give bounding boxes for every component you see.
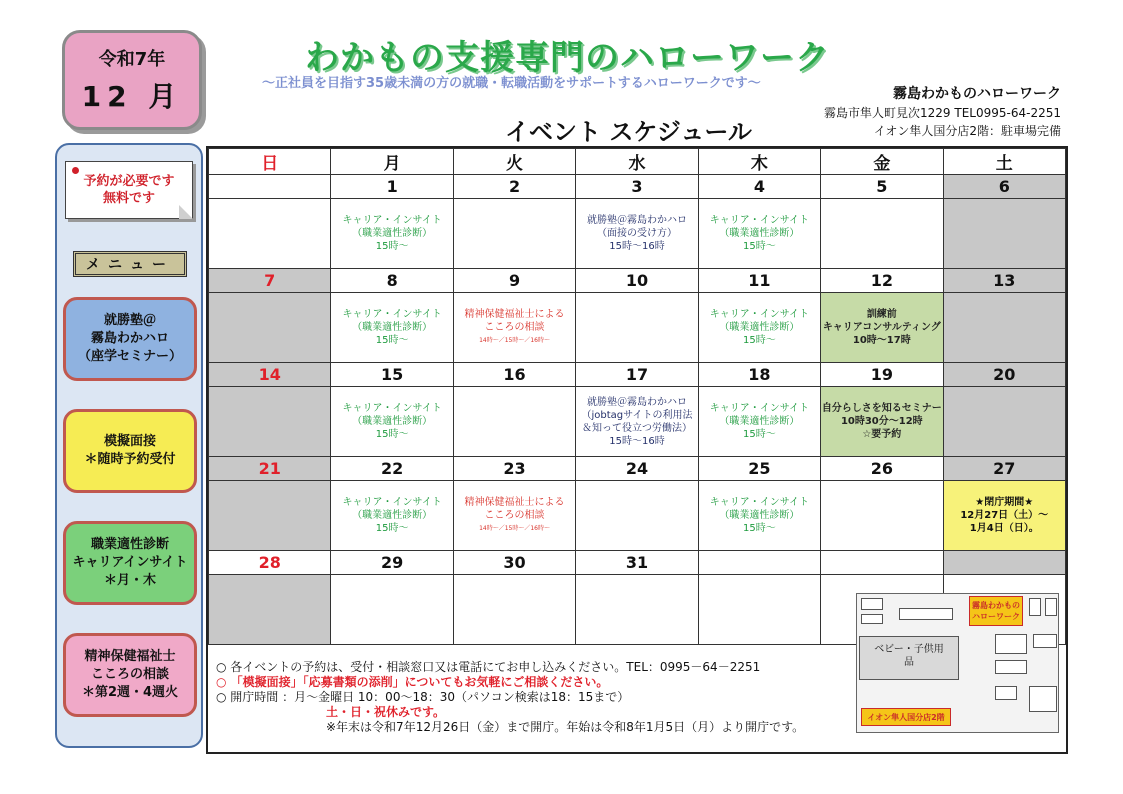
menu-item-line: 霧島わかハロ (90, 331, 169, 346)
date-cell: 21 (209, 457, 331, 481)
event-text: キャリア・インサイト (709, 309, 810, 320)
event-text: 15時～ (743, 241, 776, 252)
map-block (1029, 686, 1057, 712)
event-text: 10時30分～12時 (840, 416, 923, 427)
date-row (209, 175, 1066, 199)
event-text: 15時～16時 (609, 435, 665, 447)
event-text: こころの相談 (484, 510, 545, 521)
event-cell (576, 387, 698, 457)
event-text: （jobtagサイトの利用法 (581, 409, 693, 421)
date-cell (821, 551, 943, 575)
date-cell: 26 (821, 457, 943, 481)
event-cell (331, 387, 453, 457)
menu-label: メニュー (73, 251, 187, 277)
floor-map (856, 593, 1059, 733)
closure-cell (943, 481, 1065, 551)
event-cell (821, 481, 943, 551)
date-cell: 6 (943, 175, 1065, 199)
event-text: 精神保健福祉士による (464, 309, 565, 320)
date-cell: 10 (576, 269, 698, 293)
date-cell: 5 (821, 175, 943, 199)
event-text: 15時～ (375, 241, 409, 252)
date-cell: 11 (698, 269, 820, 293)
event-cell (453, 199, 575, 269)
office-address: 霧島市隼人町見次1229 TEL0995-64-2251 (824, 106, 1061, 120)
event-cell (209, 387, 331, 457)
event-cell (698, 481, 820, 551)
note-line2: 無料です (102, 191, 155, 206)
event-cell (943, 293, 1065, 363)
event-cell (576, 293, 698, 363)
sidebar (55, 143, 203, 748)
page-subtitle: ～正社員を目指す35歳未満の方の就職・転職活動をサポートするハローワークです～ (262, 76, 761, 91)
date-cell: 1 (331, 175, 453, 199)
reservation-note (65, 161, 193, 219)
menu-item-line: キャリアインサイト (72, 555, 188, 570)
map-label: 品 (904, 657, 914, 668)
event-cell (821, 199, 943, 269)
event-cell (698, 575, 820, 645)
date-cell: 28 (209, 551, 331, 575)
map-block (861, 614, 883, 624)
event-text: 15時～ (743, 523, 776, 534)
event-cell (821, 293, 943, 363)
menu-item-line: こころの相談 (90, 667, 169, 682)
menu-item-mental-consult[interactable] (63, 633, 197, 717)
date-cell: 27 (943, 457, 1065, 481)
event-text: 1月4日（日）。 (969, 523, 1039, 534)
weekday-sun: 日 (209, 149, 331, 175)
event-cell (576, 481, 698, 551)
date-cell: 3 (576, 175, 698, 199)
date-cell: 29 (331, 551, 453, 575)
event-cell (453, 387, 575, 457)
page-title: わかもの支援専門のハローワーク (305, 38, 830, 78)
event-cell (209, 199, 331, 269)
map-label: ハローワーク (972, 612, 1020, 621)
weekday-tue: 火 (453, 149, 575, 175)
event-text: 15時～ (375, 523, 409, 534)
date-cell: 9 (453, 269, 575, 293)
map-block (1029, 598, 1041, 616)
event-text: 精神保健福祉士による (464, 497, 565, 508)
month-badge (62, 30, 202, 130)
map-block (995, 634, 1027, 654)
date-cell (943, 551, 1065, 575)
date-cell: 20 (943, 363, 1065, 387)
date-cell: 13 (943, 269, 1065, 293)
event-times: 14時～／15時～／16時～ (479, 525, 550, 532)
event-text: 就勝塾＠霧島わかハロ (586, 396, 687, 408)
date-cell: 17 (576, 363, 698, 387)
event-text: 15時～16時 (609, 241, 665, 252)
menu-item-line: ＊随時予約受付 (84, 452, 176, 467)
date-row (209, 551, 1066, 575)
menu-item-line: 就勝塾＠ (103, 313, 156, 328)
event-cell (698, 387, 820, 457)
date-cell: 12 (821, 269, 943, 293)
event-text: 15時～ (743, 335, 776, 346)
date-cell: 30 (453, 551, 575, 575)
note-line1: 予約が必要です (83, 174, 175, 189)
event-times: 14時～／15時～／16時～ (479, 337, 550, 344)
event-cell (821, 387, 943, 457)
event-text: キャリア・インサイト (342, 215, 442, 226)
event-cell (576, 575, 698, 645)
event-text: 15時～ (743, 429, 776, 440)
note-line: ○ 開庁時間 ：月～金曜日 10：00～18：30（パソコン検索は18：15まで） (216, 690, 630, 704)
date-cell: 2 (453, 175, 575, 199)
date-cell: 23 (453, 457, 575, 481)
event-cell (209, 481, 331, 551)
event-text: （職業適性診断） (719, 228, 800, 239)
event-text: こころの相談 (484, 322, 545, 333)
map-block (995, 660, 1027, 674)
map-office-callout (969, 596, 1023, 626)
date-cell: 4 (698, 175, 820, 199)
event-text: （職業適性診断） (352, 228, 433, 239)
event-cell (943, 199, 1065, 269)
menu-item-mock-interview[interactable] (63, 409, 197, 493)
event-cell (698, 199, 820, 269)
era-label: 令和7年 (98, 49, 166, 70)
footer-notes (216, 660, 856, 735)
event-cell (576, 199, 698, 269)
date-cell (698, 551, 820, 575)
map-block (1033, 634, 1057, 648)
event-cell (943, 387, 1065, 457)
event-cell (331, 575, 453, 645)
date-cell: 18 (698, 363, 820, 387)
event-text: 15時～ (375, 335, 409, 346)
event-text: （職業適性診断） (719, 416, 800, 427)
event-cell (331, 293, 453, 363)
date-cell: 24 (576, 457, 698, 481)
date-cell: 16 (453, 363, 575, 387)
note-line: ○ 各イベントの予約は、受付・相談窓口又は電話にてお申し込みください。TEL：0995－64－2251 (216, 660, 761, 674)
date-row (209, 363, 1066, 387)
event-text: （職業適性診断） (352, 322, 433, 333)
weekday-wed: 水 (576, 149, 698, 175)
date-row (209, 269, 1066, 293)
office-name: 霧島わかものハローワーク (893, 86, 1061, 102)
weekday-thu: 木 (698, 149, 820, 175)
map-block (899, 608, 953, 620)
date-cell: 31 (576, 551, 698, 575)
menu-item-aptitude-test[interactable] (63, 521, 197, 605)
event-cell (698, 293, 820, 363)
event-text: 就勝塾＠霧島わかハロ (586, 215, 687, 226)
note-line: ※年末は令和7年12月26日（金）まで開庁。年始は令和8年1月5日（月）より開庁です。 (326, 720, 805, 734)
event-cell (453, 481, 575, 551)
date-cell (209, 175, 331, 199)
event-text: キャリア・インサイト (709, 215, 810, 226)
map-baby-shop (859, 636, 959, 680)
map-block (1045, 598, 1057, 616)
event-text: ☆要予約 (862, 429, 902, 440)
menu-item-line: ＊第2週・4週火 (81, 685, 179, 700)
event-row (209, 293, 1066, 363)
date-cell: 19 (821, 363, 943, 387)
event-text: （職業適性診断） (719, 510, 800, 521)
date-cell: 8 (331, 269, 453, 293)
weekday-mon: 月 (331, 149, 453, 175)
event-text: 15時～ (375, 429, 409, 440)
weekday-sat: 土 (943, 149, 1065, 175)
event-cell (331, 481, 453, 551)
date-cell: 14 (209, 363, 331, 387)
event-text: ★閉庁期間★ (975, 497, 1034, 508)
page-fold-icon (179, 205, 193, 219)
map-block (861, 598, 883, 610)
event-text: （面接の受け方） (596, 228, 677, 239)
note-line: ○ 「模擬面接」「応募書類の添削」についてもお気軽にご相談ください。 (216, 675, 609, 689)
date-cell: 25 (698, 457, 820, 481)
event-row (209, 199, 1066, 269)
menu-item-line: 模擬面接 (103, 434, 156, 449)
event-text: （職業適性診断） (352, 510, 433, 521)
event-cell (209, 293, 331, 363)
weekday-fri: 金 (821, 149, 943, 175)
event-text: 自分らしさを知るセミナー (821, 403, 942, 414)
menu-item-line: （座学セミナー） (77, 349, 182, 364)
event-text: 訓練前 (866, 309, 897, 320)
event-text: キャリア・インサイト (342, 497, 442, 508)
map-block (995, 686, 1017, 700)
event-cell (453, 575, 575, 645)
event-text: 10時～17時 (852, 335, 911, 346)
date-row (209, 457, 1066, 481)
event-cell (331, 199, 453, 269)
weekday-header-row (209, 149, 1066, 175)
menu-item-line: 職業適性診断 (90, 537, 169, 552)
menu-item-line: ＊月・木 (103, 573, 156, 588)
event-text: ＆知って役立つ労働法） (581, 422, 692, 434)
event-row (209, 481, 1066, 551)
date-cell: 7 (209, 269, 331, 293)
event-cell (453, 293, 575, 363)
event-text: 12月27日（土）～ (960, 510, 1049, 521)
event-text: キャリア・インサイト (709, 403, 810, 414)
note-line: 土・日・祝休みです。 (326, 705, 446, 719)
map-store-label: イオン隼人国分店2階 (861, 708, 951, 726)
event-text: （職業適性診断） (352, 416, 433, 427)
office-location: イオン隼人国分店2階：駐車場完備 (873, 124, 1061, 138)
date-cell: 22 (331, 457, 453, 481)
pin-icon (72, 167, 79, 174)
event-cell (209, 575, 331, 645)
event-text: キャリアコンサルティング (822, 322, 941, 333)
event-text: （職業適性診断） (719, 322, 800, 333)
map-label: ベビー・子供用 (874, 644, 944, 655)
map-label: 霧島わかもの (972, 601, 1020, 610)
event-text: キャリア・インサイト (342, 403, 442, 414)
event-text: キャリア・インサイト (709, 497, 810, 508)
calendar-table (208, 148, 1066, 645)
event-text: キャリア・インサイト (342, 309, 442, 320)
event-row (209, 387, 1066, 457)
month-label: 12 月 (81, 80, 183, 113)
date-cell: 15 (331, 363, 453, 387)
menu-item-seminar[interactable] (63, 297, 197, 381)
schedule-heading: イベント スケジュール (505, 118, 752, 146)
menu-item-line: 精神保健福祉士 (84, 649, 176, 664)
